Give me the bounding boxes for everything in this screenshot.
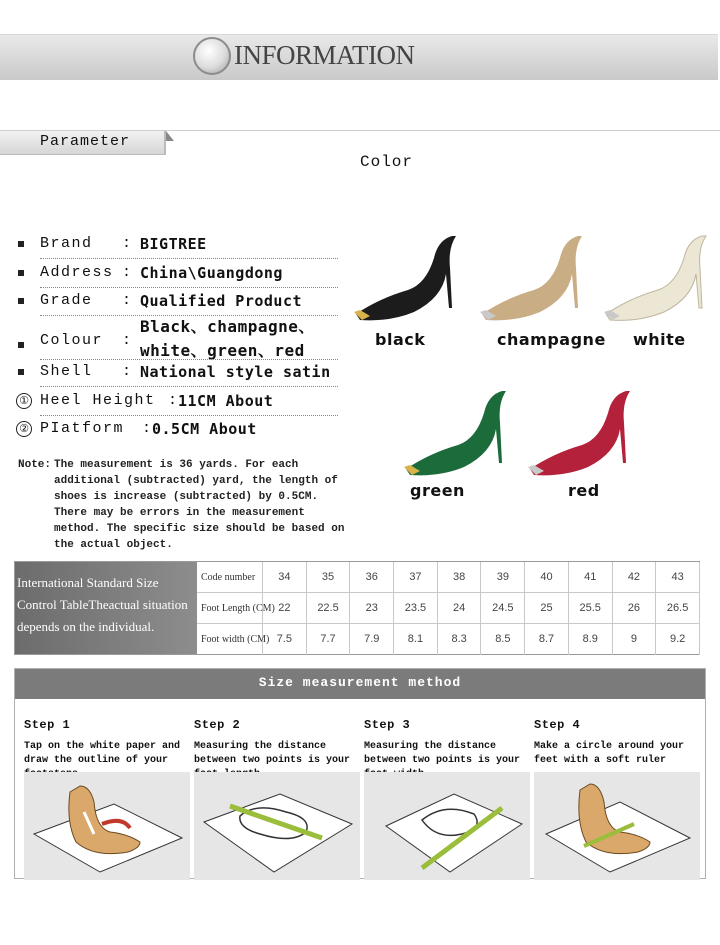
note-label: Note: <box>18 459 52 471</box>
number-two-icon: ② <box>16 421 32 437</box>
size-cell: 7.7 <box>307 624 351 655</box>
color-heading: Color <box>360 153 414 171</box>
step-title: Step 4 <box>534 718 581 732</box>
spec-colour <box>18 314 338 360</box>
bullet-icon <box>18 270 24 276</box>
spec-shell <box>18 361 338 387</box>
step-illustration <box>534 772 700 880</box>
spec-key: Brand <box>40 235 93 252</box>
size-cell: 22.5 <box>307 593 351 624</box>
size-table <box>14 561 700 655</box>
caption-line: Control TableTheactual situation <box>17 597 188 612</box>
size-table-row <box>197 624 700 655</box>
size-cell: 43 <box>656 562 700 593</box>
size-cell: 25 <box>525 593 569 624</box>
spec-value: National style satin <box>140 363 331 381</box>
size-grid <box>197 562 700 654</box>
step-title: Step 3 <box>364 718 411 732</box>
dotted-divider <box>40 258 338 259</box>
size-cell: 24.5 <box>482 593 526 624</box>
color-label-red: red <box>568 481 600 500</box>
size-cell: 8.3 <box>438 624 482 655</box>
size-cell: 25.5 <box>569 593 613 624</box>
shoe-green-image <box>400 383 516 479</box>
spec-key: Heel Height <box>40 392 156 409</box>
shoe-white-image <box>600 228 716 324</box>
shoe-black-image <box>350 228 466 324</box>
size-row-label: Foot width (CM) <box>197 624 263 655</box>
size-cell: 7.9 <box>350 624 394 655</box>
size-row-label: Foot Length (CM) <box>197 593 263 624</box>
size-cell: 39 <box>482 562 526 593</box>
size-cell: 26.5 <box>656 593 700 624</box>
size-cell: 9.2 <box>656 624 700 655</box>
spec-separator: : <box>122 235 132 252</box>
step-desc: Make a circle around your feet with a soft ruler <box>534 741 685 766</box>
size-row-label: Code number <box>197 562 263 593</box>
size-cell: 41 <box>569 562 613 593</box>
size-cell: 23.5 <box>394 593 438 624</box>
spec-value: 0.5CM About <box>152 420 257 438</box>
spec-value: Qualified Product <box>140 292 303 310</box>
spec-key: Grade <box>40 292 93 309</box>
bullet-icon <box>18 241 24 247</box>
measurement-title: Size measurement method <box>258 675 462 690</box>
spec-value-line1: Black、champagne、 <box>140 317 315 336</box>
parameter-tab <box>0 131 166 155</box>
spec-separator: : <box>122 292 132 309</box>
step-desc: Measuring the distance between two points is your <box>194 741 351 766</box>
step-illustration <box>194 772 360 880</box>
step-3 <box>364 718 530 880</box>
dotted-divider <box>40 415 338 416</box>
size-table-row <box>197 593 700 624</box>
spec-key: Shell <box>40 363 93 380</box>
size-cell: 35 <box>307 562 351 593</box>
page-title: INFORMATION <box>234 40 415 70</box>
spec-value: 11CM About <box>178 392 274 410</box>
color-label-white: white <box>633 330 686 349</box>
measurement-title-bar <box>15 669 705 699</box>
size-cell: 22 <box>263 593 307 624</box>
spec-separator: : <box>122 363 132 380</box>
tab-corner-icon <box>166 131 174 141</box>
size-cell: 8.7 <box>525 624 569 655</box>
size-cell: 8.1 <box>394 624 438 655</box>
color-label-black: black <box>375 330 426 349</box>
bullet-icon <box>18 342 24 348</box>
size-cell: 9 <box>613 624 657 655</box>
dotted-divider <box>40 287 338 288</box>
step-2 <box>194 718 360 880</box>
spec-brand <box>18 233 338 259</box>
caption-line: depends on the individual. <box>17 619 155 634</box>
step-desc: Measuring the distance between two points is your <box>364 741 521 766</box>
size-cell: 34 <box>263 562 307 593</box>
dotted-divider <box>40 386 338 387</box>
size-cell: 24 <box>438 593 482 624</box>
step-4 <box>534 718 700 880</box>
size-cell: 38 <box>438 562 482 593</box>
spec-key: Colour <box>40 332 104 349</box>
soft-ruler-icon <box>534 772 700 880</box>
shoe-champagne-image <box>476 228 592 324</box>
spec-separator: : <box>122 332 132 349</box>
parameter-tab-label: Parameter <box>40 133 131 150</box>
spec-separator: : <box>168 392 178 409</box>
color-label-green: green <box>410 481 465 500</box>
banner-circle-icon <box>193 37 231 75</box>
spec-platform <box>18 418 338 444</box>
spec-value: China\Guangdong <box>140 264 283 282</box>
size-table-row <box>197 562 700 593</box>
bullet-icon <box>18 369 24 375</box>
spec-value: BIGTREE <box>140 235 207 253</box>
size-cell: 8.9 <box>569 624 613 655</box>
dotted-divider <box>40 359 338 360</box>
spec-separator: : <box>122 264 132 281</box>
size-cell: 40 <box>525 562 569 593</box>
size-cell: 37 <box>394 562 438 593</box>
size-table-caption <box>15 562 197 654</box>
spec-key: Address <box>40 264 114 281</box>
size-cell: 7.5 <box>263 624 307 655</box>
bullet-icon <box>18 298 24 304</box>
number-one-icon: ① <box>16 393 32 409</box>
step-illustration <box>24 772 190 880</box>
size-cell: 26 <box>613 593 657 624</box>
step-illustration <box>364 772 530 880</box>
spec-key: PIatform <box>40 420 125 437</box>
step-title: Step 2 <box>194 718 241 732</box>
shoe-red-image <box>524 383 640 479</box>
size-cell: 36 <box>350 562 394 593</box>
spec-value-line2: white、green、red <box>140 341 305 360</box>
caption-line: International Standard Size <box>17 575 159 590</box>
ruler-width-icon <box>364 772 530 880</box>
note-text: The measurement is 36 yards. For each additional (subtracted) yard, the length of shoes is increase (subtracted) by 0.5CM. There may be errors in the measurement method. The specific size should be based on the actual object. <box>54 459 345 551</box>
spec-separator: : <box>142 420 152 437</box>
size-cell: 8.5 <box>482 624 526 655</box>
spec-address <box>18 262 338 288</box>
foot-outline-icon <box>24 772 190 880</box>
step-1 <box>24 718 190 880</box>
spec-grade <box>18 290 338 316</box>
step-desc: Tap on the white paper and draw the outline of your <box>24 741 181 766</box>
step-title: Step 1 <box>24 718 71 732</box>
ruler-length-icon <box>194 772 360 880</box>
color-label-champagne: champagne <box>497 330 606 349</box>
size-cell: 23 <box>350 593 394 624</box>
size-cell: 42 <box>613 562 657 593</box>
spec-heel-height <box>18 390 338 416</box>
